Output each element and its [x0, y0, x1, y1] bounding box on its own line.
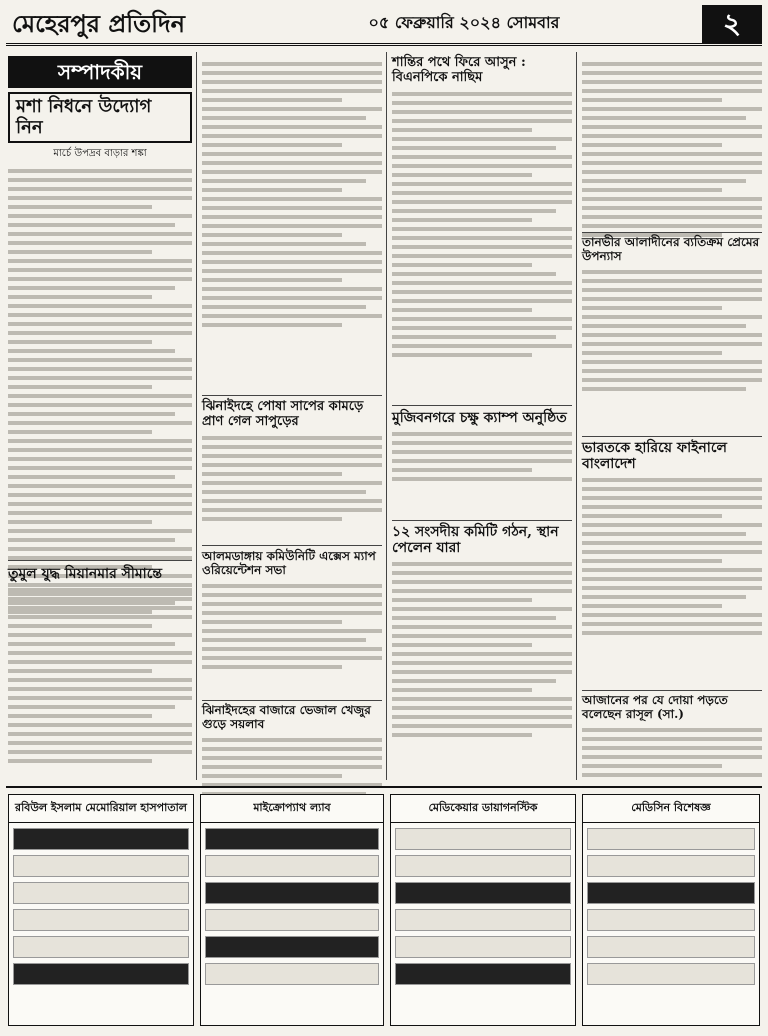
headline: ভারতকে হারিয়ে ফাইনালে বাংলাদেশ: [582, 440, 727, 473]
article-body: [8, 588, 192, 763]
ad-block: [587, 936, 755, 958]
ad-block: [395, 909, 571, 931]
article-jhenaidah: [202, 400, 382, 526]
divider: [392, 405, 572, 406]
issue-date: ০৫ ফেব্রুয়ারি ২০২৪ সোমবার: [368, 13, 560, 32]
ad-block: [13, 936, 189, 958]
headline: মশা নিধনে উদ্যোগ নিন: [8, 92, 192, 143]
article-column-top: [202, 56, 382, 332]
article-final: [582, 440, 762, 640]
article-women: [582, 694, 762, 782]
headline: ঝিনাইদহের বাজারে ভেজাল খেজুর গুড়ে সয়লাব: [202, 703, 371, 731]
ad-banner: [587, 882, 755, 904]
article-body: [392, 92, 572, 357]
article-buddhist: [582, 236, 762, 396]
advertisement-row: [6, 786, 762, 1030]
headline: আজানের পর যে দোয়া পড়তে বলেছেন রাসূল (সা.): [582, 693, 728, 721]
ad-banner: [395, 882, 571, 904]
article-meherpur-camp: [392, 410, 572, 486]
advertisement: [582, 794, 760, 1026]
column-rule: [386, 52, 387, 780]
divider: [8, 560, 192, 561]
ad-block: [587, 855, 755, 877]
column-rule: [196, 52, 197, 780]
editorial-section-label: সম্পাদকীয়: [8, 56, 192, 88]
ad-block: [395, 855, 571, 877]
article-body: [582, 62, 762, 237]
ad-block: [587, 909, 755, 931]
divider: [582, 436, 762, 437]
ad-block: [587, 828, 755, 850]
article-body: [582, 270, 762, 391]
ad-title: মেডিসিন বিশেষজ্ঞ: [583, 795, 759, 823]
ad-banner: [205, 936, 379, 958]
ad-block: [13, 909, 189, 931]
headline: তুমুল যুদ্ধ মিয়ানমার সীমান্তে: [8, 566, 163, 582]
headline: ১২ সংসদীয় কমিটি গঠন, স্থান পেলেন যারা: [392, 524, 559, 557]
advertisement: [390, 794, 576, 1026]
article-editorial: [8, 92, 192, 619]
ad-banner: [205, 882, 379, 904]
ad-title: মেডিকেয়ার ডায়াগনস্টিক: [391, 795, 575, 823]
divider: [392, 520, 572, 521]
article-body: [392, 562, 572, 737]
article-body: [582, 728, 762, 777]
subhead: মার্চে উপদ্রব বাড়ার শঙ্কা: [53, 148, 147, 160]
ad-banner: [205, 828, 379, 850]
article-peace: [392, 56, 572, 362]
advertisement: [8, 794, 194, 1026]
article-body: [392, 432, 572, 481]
headline: আলমডাঙ্গায় কমিউনিটি এক্সেস ম্যাপ ওরিয়েন্টেশন সভা: [202, 549, 376, 577]
ad-block: [395, 828, 571, 850]
ad-title: রবিউল ইসলাম মেমোরিয়াল হাসপাতাল: [9, 795, 193, 823]
ad-banner: [13, 963, 189, 985]
column-rule: [576, 52, 577, 780]
ad-banner: [13, 828, 189, 850]
article-column-top: [582, 56, 762, 242]
article-parliament: [392, 524, 572, 742]
ad-block: [587, 963, 755, 985]
page-number: ২: [702, 5, 762, 43]
article-myanmar: [8, 566, 192, 768]
headline: মুজিবনগরে চক্ষু ক্যাম্প অনুষ্ঠিত: [392, 410, 567, 426]
divider: [202, 545, 382, 546]
ad-block: [13, 882, 189, 904]
ad-block: [395, 936, 571, 958]
divider: [202, 700, 382, 701]
ad-block: [205, 909, 379, 931]
masthead: [6, 4, 762, 46]
article-body: [8, 169, 192, 614]
headline: শান্তির পথে ফিরে আসুন : বিএনপিকে নাছিম: [392, 55, 526, 85]
divider: [202, 395, 382, 396]
article-body: [202, 584, 382, 669]
newspaper-name: মেহেরপুর প্রতিদিন: [12, 8, 185, 38]
ad-banner: [395, 963, 571, 985]
article-body: [582, 478, 762, 635]
ad-block: [205, 963, 379, 985]
advertisement: [200, 794, 384, 1026]
article-community-clinic: [202, 550, 382, 674]
divider: [582, 232, 762, 233]
ad-block: [205, 855, 379, 877]
headline: তানভীর আলাদীনের ব্যতিক্রম প্রেমের উপন্যাস: [582, 235, 760, 263]
ad-title: মাইক্রোপ্যাথ ল্যাব: [201, 795, 383, 823]
headline: ঝিনাইদহে পোষা সাপের কামড়ে প্রাণ গেল সাপুড়ের: [202, 399, 364, 429]
ad-block: [13, 855, 189, 877]
article-body: [202, 436, 382, 521]
divider: [582, 690, 762, 691]
article-body: [202, 62, 382, 327]
